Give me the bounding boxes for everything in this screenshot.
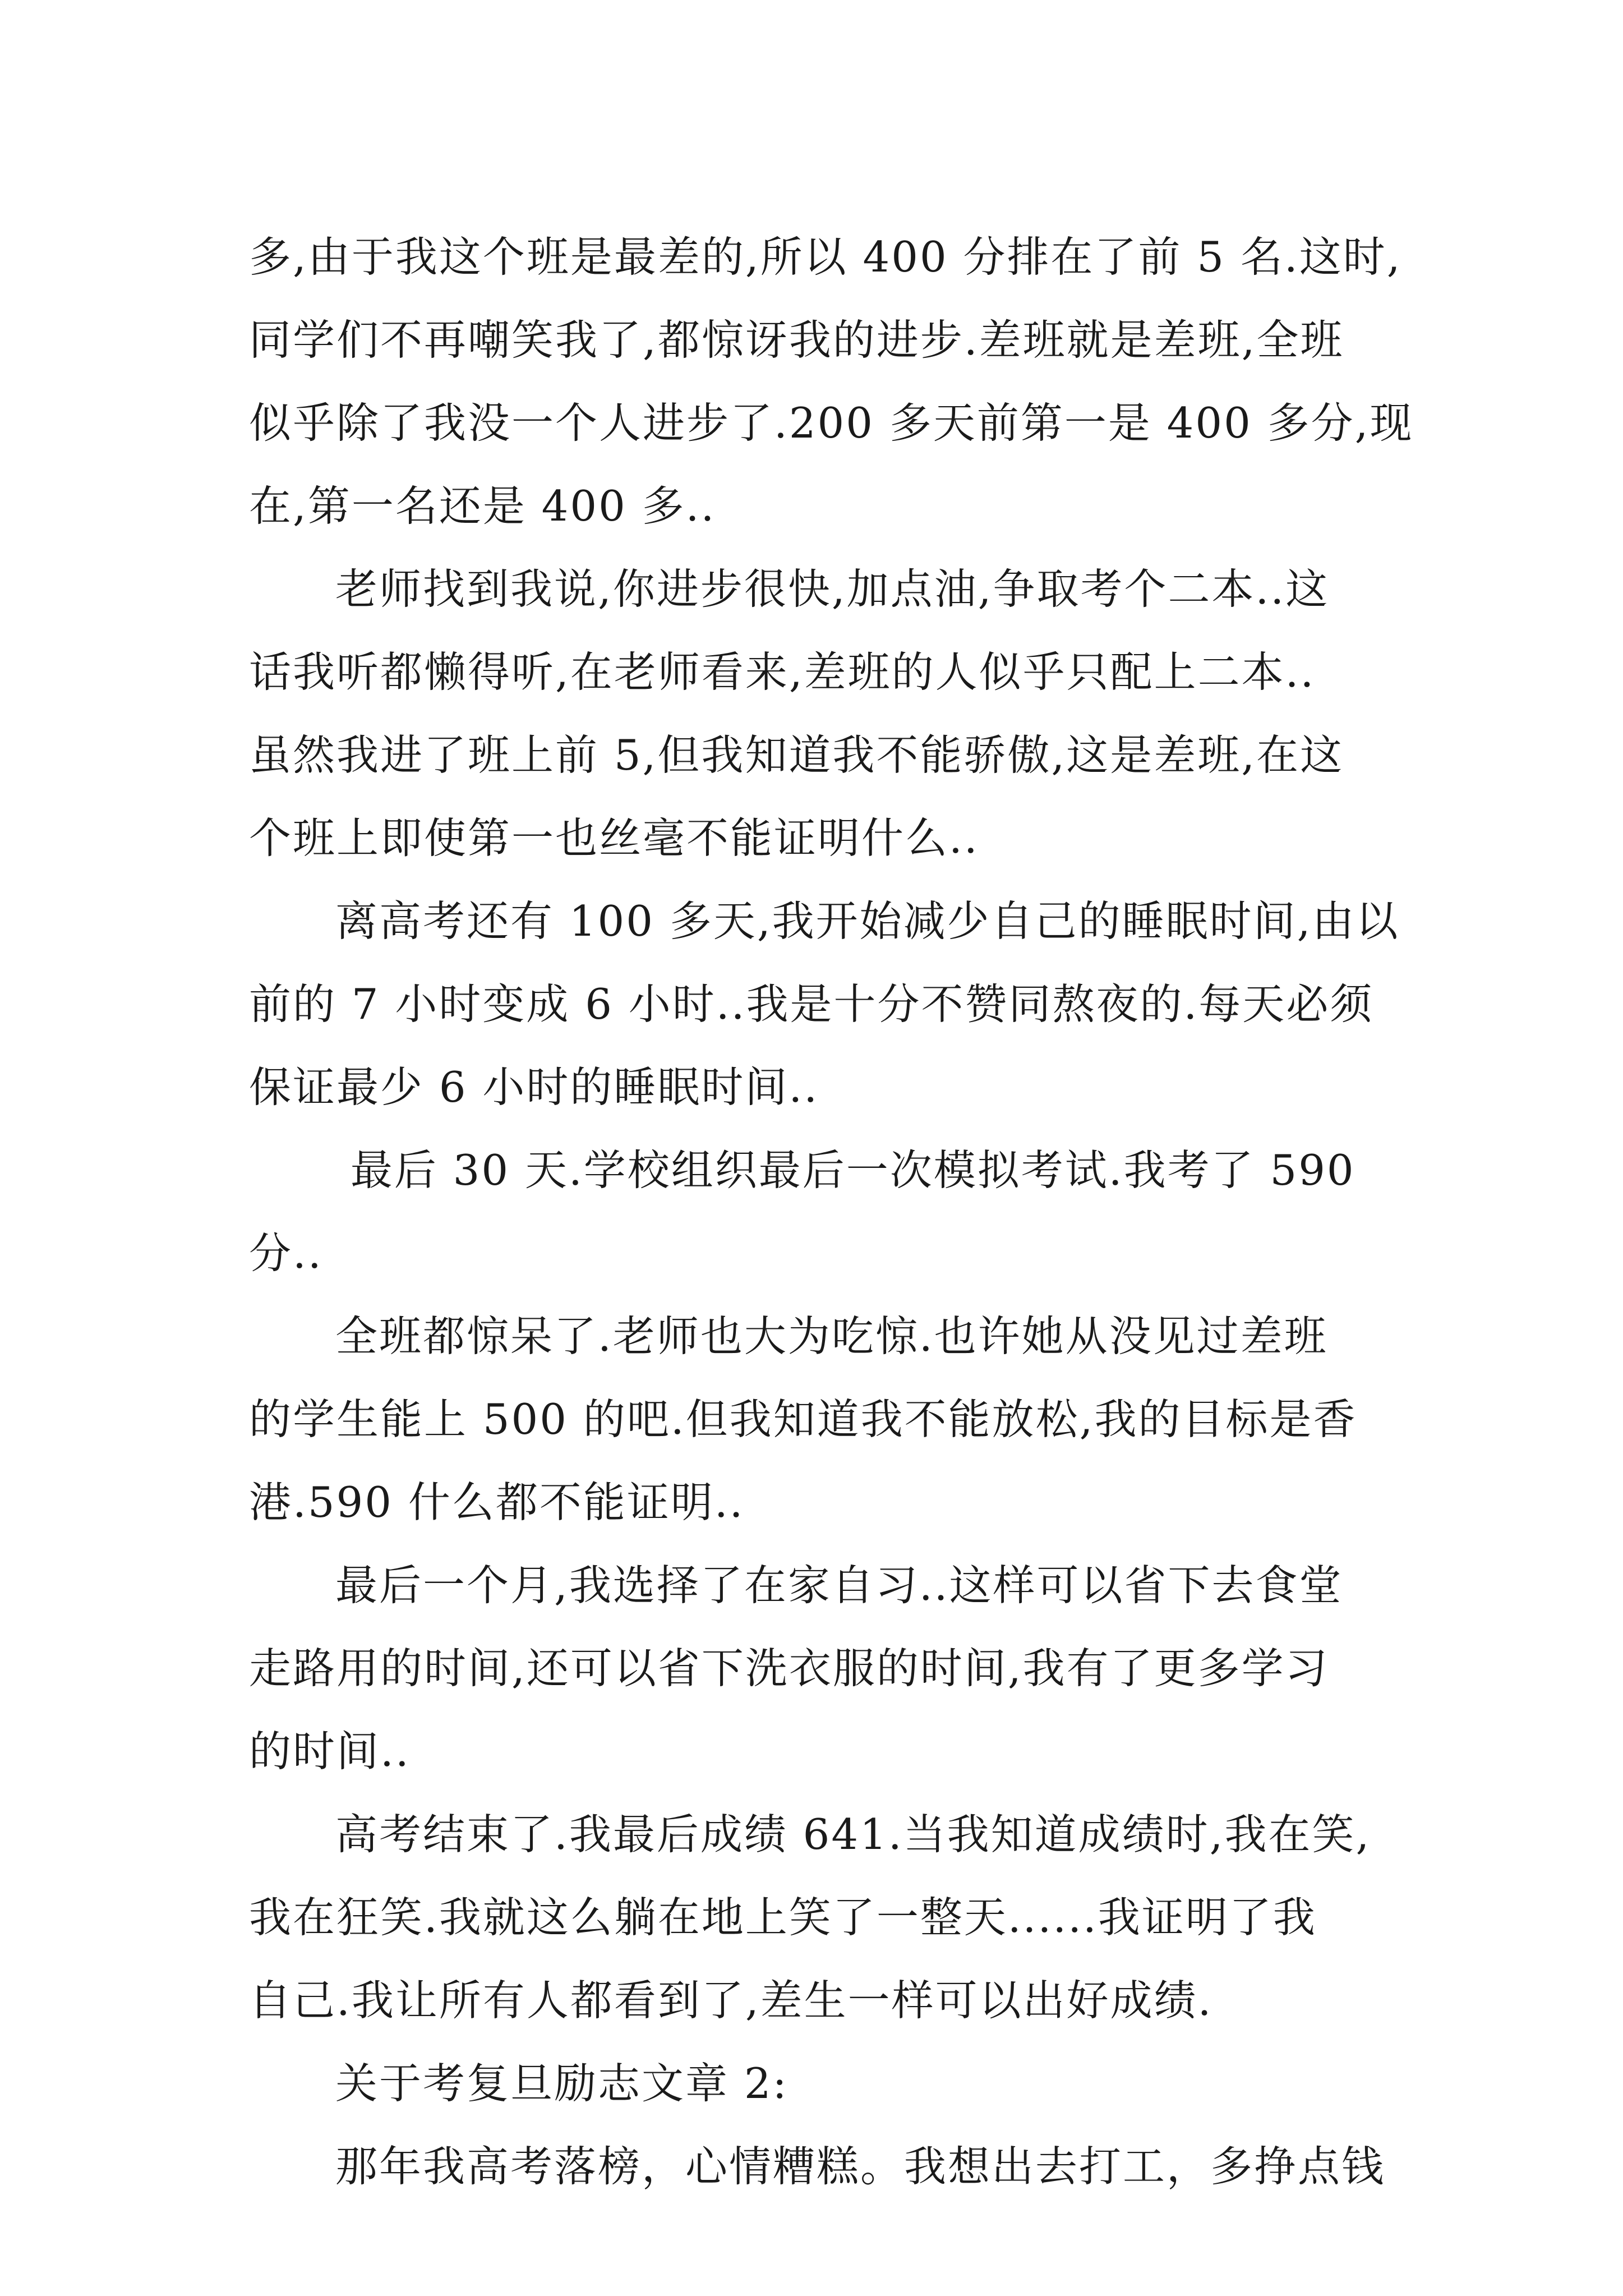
text-line: 个班上即使第一也丝毫不能证明什么.. xyxy=(249,813,979,863)
text-line: 分.. xyxy=(249,1228,323,1278)
text-line: 最后一个月,我选择了在家自习..这样可以省下去食堂 xyxy=(335,1561,1343,1610)
text-line: 自己.我让所有人都看到了,差生一样可以出好成绩. xyxy=(249,1976,1213,2025)
text-line: 离高考还有 100 多天,我开始减少自己的睡眠时间,由以 xyxy=(335,896,1400,946)
text-line: 关于考复旦励志文章 2: xyxy=(335,2059,789,2108)
text-line: 虽然我进了班上前 5,但我知道我不能骄傲,这是差班,在这 xyxy=(249,730,1344,780)
body-text xyxy=(249,215,1414,2208)
text-line: 那年我高考落榜，心情糟糕。我想出去打工，多挣点钱 xyxy=(335,2142,1386,2191)
text-line: 的学生能上 500 的吧.但我知道我不能放松,我的目标是香 xyxy=(249,1395,1357,1444)
text-line: 在,第一名还是 400 多.. xyxy=(249,481,716,531)
text-line: 多,由于我这个班是最差的,所以 400 分排在了前 5 名.这时, xyxy=(249,232,1402,282)
text-line: 前的 7 小时变成 6 小时..我是十分不赞同熬夜的.每天必须 xyxy=(249,979,1374,1029)
text-line: 老师找到我说,你进步很快,加点油,争取考个二本..这 xyxy=(335,564,1330,614)
text-line: 话我听都懒得听,在老师看来,差班的人似乎只配上二本.. xyxy=(249,647,1316,697)
text-line: 保证最少 6 小时的睡眠时间.. xyxy=(249,1062,819,1112)
text-line: 走路用的时间,还可以省下洗衣服的时间,我有了更多学习 xyxy=(249,1644,1329,1693)
text-line: 似乎除了我没一个人进步了.200 多天前第一是 400 多分,现 xyxy=(249,398,1414,448)
text-line: 港.590 什么都不能证明.. xyxy=(249,1478,745,1527)
text-line: 的时间.. xyxy=(249,1727,411,1776)
text-line: 全班都惊呆了.老师也大为吃惊.也许她从没见过差班 xyxy=(335,1312,1328,1361)
text-line: 同学们不再嘲笑我了,都惊讶我的进步.差班就是差班,全班 xyxy=(249,315,1344,365)
text-line: 我在狂笑.我就这么躺在地上笑了一整天......我证明了我 xyxy=(249,1893,1317,1942)
text-line: 高考结束了.我最后成绩 641.当我知道成绩时,我在笑, xyxy=(335,1810,1371,1859)
text-line: 最后 30 天.学校组织最后一次模拟考试.我考了 590 xyxy=(335,1145,1355,1195)
